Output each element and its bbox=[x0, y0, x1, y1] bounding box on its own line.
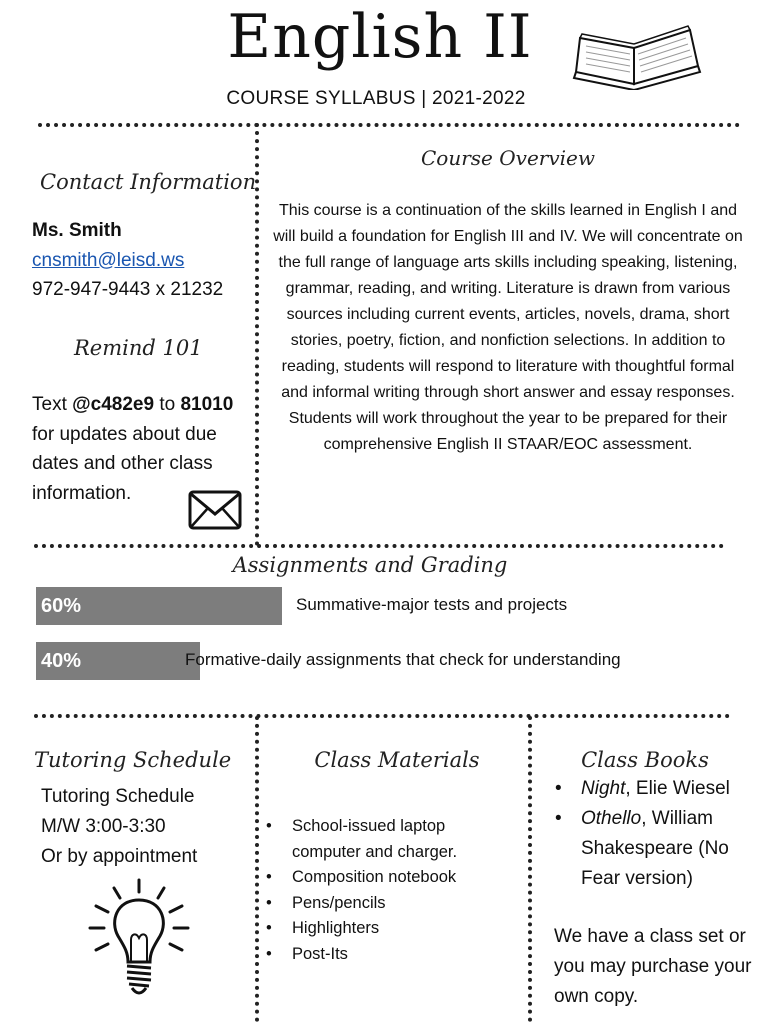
remind-suffix: for updates about due dates and other class information. bbox=[32, 423, 217, 504]
grading-heading: Assignments and Grading bbox=[232, 553, 508, 577]
grade-label-summative: Summative-major tests and projects bbox=[296, 595, 568, 614]
book-author: , William Shakespeare (No Fear version) bbox=[581, 808, 729, 889]
materials-item: • School-issued laptop computer and charger. bbox=[266, 814, 496, 865]
email-link[interactable]: cnsmith@leisd.ws bbox=[32, 249, 185, 271]
materials-heading: Class Materials bbox=[314, 748, 480, 772]
open-book-icon bbox=[572, 20, 702, 90]
divider-top bbox=[38, 123, 740, 127]
grade-bar-summative bbox=[36, 587, 282, 625]
books-list bbox=[555, 774, 755, 894]
envelope-icon bbox=[188, 490, 242, 530]
divider-middle bbox=[34, 544, 724, 548]
tutoring-line: Tutoring Schedule bbox=[41, 786, 195, 807]
overview-heading: Course Overview bbox=[421, 146, 595, 170]
phone-number: 972-947-9443 x 21232 bbox=[32, 279, 224, 300]
materials-item: • Highlighters bbox=[266, 916, 496, 942]
books-note: We have a class set or you may purchase your own copy. bbox=[554, 926, 752, 1007]
teacher-name: Ms. Smith bbox=[32, 220, 122, 241]
remind-number: 81010 bbox=[180, 394, 234, 415]
book-item bbox=[555, 804, 755, 894]
grade-percent-formative: 40% bbox=[41, 650, 82, 672]
materials-item: • Composition notebook bbox=[266, 865, 496, 891]
contact-heading: Contact Information bbox=[40, 170, 257, 194]
remind-mid: to bbox=[154, 394, 176, 415]
grade-bar-formative bbox=[36, 642, 200, 680]
page-subtitle: COURSE SYLLABUS | 2021-2022 bbox=[226, 88, 526, 109]
materials-item: • Pens/pencils bbox=[266, 891, 496, 917]
books-heading: Class Books bbox=[581, 748, 709, 772]
tutoring-line: M/W 3:00-3:30 bbox=[41, 816, 166, 837]
materials-list bbox=[266, 814, 496, 967]
tutoring-heading: Tutoring Schedule bbox=[34, 748, 232, 772]
overview-text: This course is a continuation of the skills learned in English I and will build a foundation for English III and IV. We will concentrate on the full range of language arts skills including speaking, listening, grammar, reading, and writing. Literature is drawn from various sources including current events, articles, novels, drama, short stories, poetry, fiction, and nonfiction selections. In addition to reading, students will respond to literature with thoughtful formal and informal writing through short answer and essay responses. Students will work throughout the year to be prepared for their comprehensive English II STAAR/EOC assessment. bbox=[273, 202, 743, 453]
remind-code: @c482e9 bbox=[72, 394, 155, 415]
grade-percent-summative: 60% bbox=[41, 595, 82, 617]
book-author: , Elie Wiesel bbox=[625, 778, 730, 799]
divider-vertical-left bbox=[255, 716, 259, 1022]
remind-heading: Remind 101 bbox=[74, 336, 203, 360]
page-title: English II bbox=[227, 2, 533, 72]
lightbulb-icon bbox=[84, 878, 194, 1004]
book-title: Night bbox=[581, 778, 626, 799]
tutoring-line: Or by appointment bbox=[41, 846, 198, 867]
grade-label-formative: Formative-daily assignments that check for understanding bbox=[185, 650, 621, 669]
tutoring-lines bbox=[41, 782, 197, 872]
materials-item: • Post-Its bbox=[266, 942, 496, 968]
book-title: Othello bbox=[581, 808, 642, 829]
contact-block bbox=[32, 216, 252, 305]
divider-lower bbox=[34, 714, 730, 718]
book-item bbox=[555, 774, 755, 804]
remind-prefix: Text bbox=[32, 394, 73, 415]
